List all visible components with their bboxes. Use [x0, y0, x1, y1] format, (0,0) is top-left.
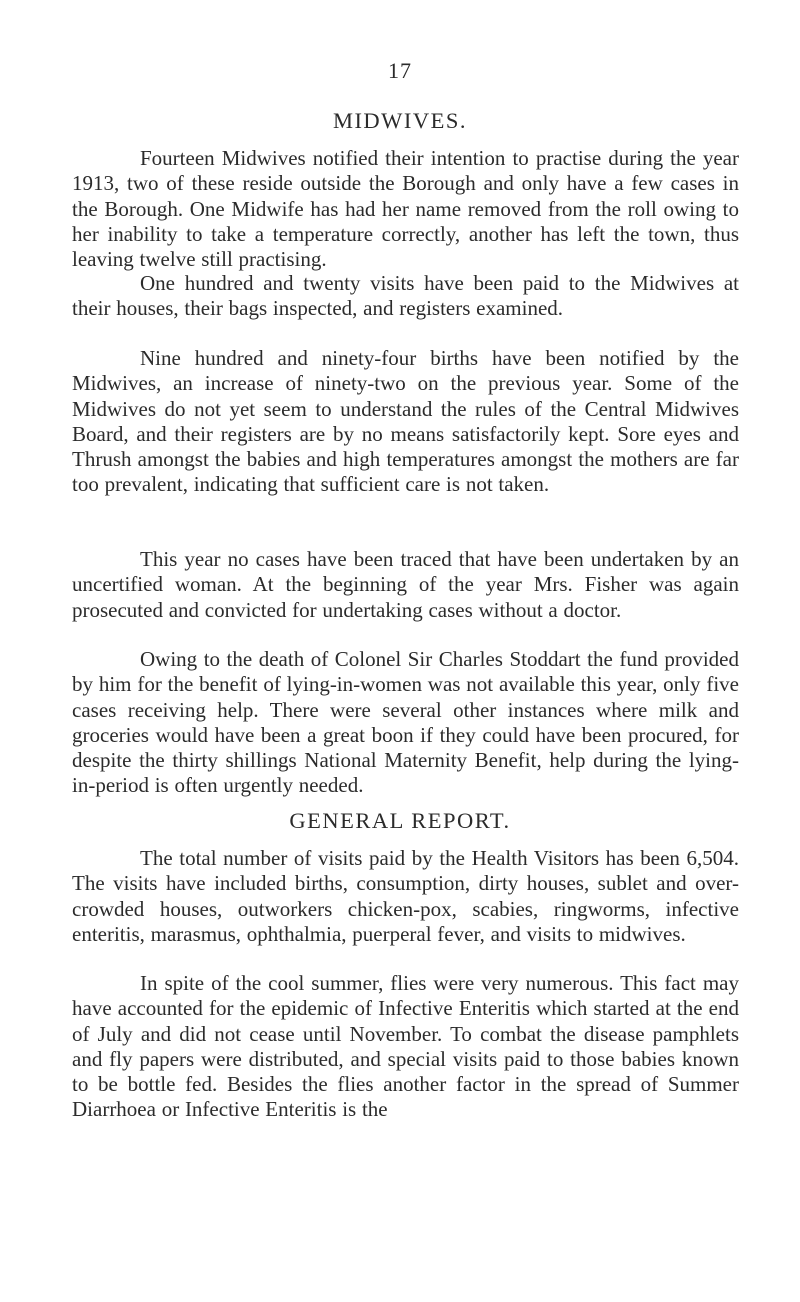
- general-report-paragraph-1: The total number of visits paid by the Health Visitors has been 6,504. The visits have included births, consumption, dirty houses, sublet and over-crowded houses, outworkers chicken-pox, scabies, ringworms, infective enteritis, marasmus, ophthalmia, puerperal fever, and visits to midwives.: [72, 846, 739, 946]
- midwives-heading: MIDWIVES.: [332, 108, 468, 133]
- midwives-paragraph-5: Owing to the death of Colonel Sir Charles Stoddart the fund provided by him for the benefit of lying-in-women was not available this year, only five cases receiving help. There were several other instances where milk and groceries would have been a great boon if they could have been procured, for despite the thirty shillings National Maternity Benefit, help during the lying-in-period is often urgently needed.: [72, 647, 739, 798]
- page-number: 17: [388, 58, 412, 83]
- general-report-heading: GENERAL REPORT.: [289, 808, 511, 833]
- midwives-paragraph-1: Fourteen Midwives notified their intention to practise during the year 1913, two of these reside outside the Borough and only have a few cases in the Borough. One Midwife has had her name removed from the roll owing to her inability to take a temperature correctly, another has left the town, thus leaving twelve still practising.: [72, 146, 739, 272]
- midwives-paragraph-2: One hundred and twenty visits have been paid to the Midwives at their houses, their bags inspected, and registers examined.: [72, 271, 739, 321]
- general-report-paragraph-2: In spite of the cool summer, flies were very numerous. This fact may have accounted for the epidemic of Infective Enteritis which started at the end of July and did not cease until November. To combat the disease pamphlets and fly papers were distributed, and special visits paid to those babies known to be bottle fed. Besides the flies another factor in the spread of Summer Diarrhoea or Infective Enteritis is the: [72, 971, 739, 1122]
- midwives-paragraph-3: Nine hundred and ninety-four births have been notified by the Midwives, an increase of ninety-two on the previous year. Some of the Midwives do not yet seem to understand the rules of the Central Midwives Board, and their registers are by no means satisfactorily kept. Sore eyes and Thrush amongst the babies and high temperatures amongst the mothers are far too prevalent, indicating that sufficient care is not taken.: [72, 346, 739, 497]
- midwives-paragraph-4: This year no cases have been traced that have been undertaken by an uncertified woman. At the beginning of the year Mrs. Fisher was again prosecuted and convicted for undertaking cases without a doctor.: [72, 547, 739, 622]
